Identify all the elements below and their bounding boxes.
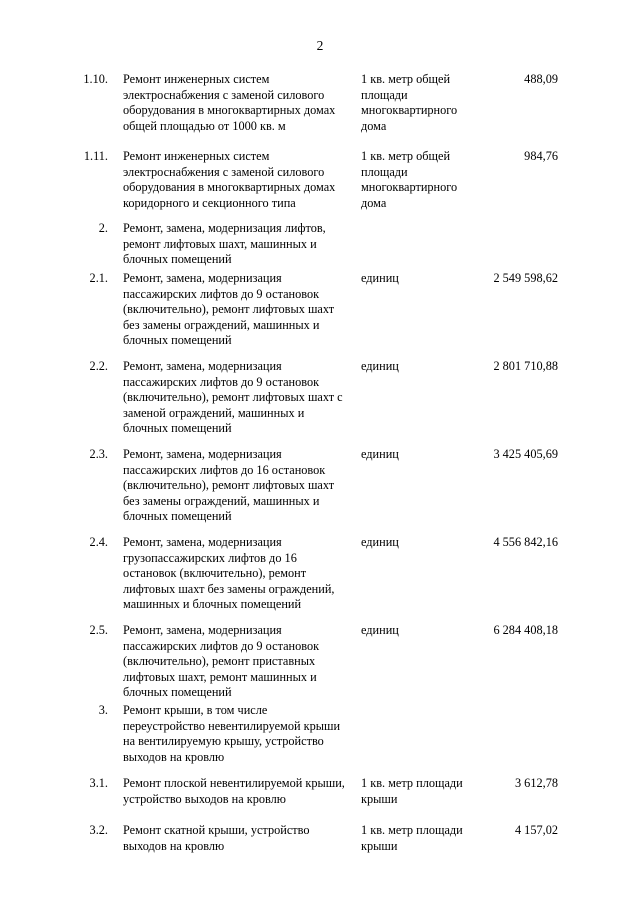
description-line: Ремонт, замена, модернизация (123, 447, 282, 461)
unit-line: площади (361, 164, 408, 179)
description-line: Ремонт инженерных систем (123, 149, 270, 163)
row-number: 2. (98, 221, 108, 235)
row-unit (361, 776, 476, 807)
row-price: 2 801 710,88 (493, 359, 558, 373)
description-line: Ремонт, замена, модернизация (123, 623, 282, 637)
table-row (0, 703, 640, 776)
row-number: 1.10. (83, 72, 108, 86)
row-price: 2 549 598,62 (493, 271, 558, 285)
description-line: лифтовых шахт без замены ограждений, (123, 581, 335, 596)
description-line: коридорного и секционного типа (123, 195, 296, 210)
description-line: Ремонт крыши, в том числе (123, 703, 268, 717)
description-line: выходов на кровлю (123, 838, 225, 853)
unit-line: многоквартирного (361, 180, 458, 195)
table-row (0, 271, 640, 359)
unit-line: единиц (361, 447, 399, 461)
description-line: пассажирских лифтов до 9 остановок (123, 638, 320, 653)
row-description (123, 776, 355, 807)
table-row (0, 823, 640, 870)
unit-line: дома (361, 195, 387, 210)
row-price: 3 612,78 (514, 776, 558, 790)
row-description (123, 823, 355, 854)
description-line: устройство выходов на кровлю (123, 791, 286, 806)
unit-line: 1 кв. метр площади (361, 776, 463, 790)
description-line: без замены ограждений, машинных и (123, 317, 320, 332)
unit-line: 1 кв. метр общей (361, 149, 451, 163)
row-number: 1.11. (83, 149, 108, 163)
unit-line: дома (361, 118, 387, 133)
description-line: блочных помещений (123, 421, 232, 436)
description-line: общей площадью от 1000 кв. м (123, 118, 286, 133)
description-line: блочных помещений (123, 333, 232, 348)
row-description (123, 72, 355, 134)
row-description (123, 535, 355, 613)
unit-line: единиц (361, 623, 399, 637)
table-row (0, 623, 640, 703)
row-number: 2.2. (89, 359, 108, 373)
page-number: 2 (316, 38, 324, 53)
row-description (123, 703, 355, 765)
description-line: (включительно), ремонт лифтовых шахт (123, 302, 335, 317)
description-line: Ремонт инженерных систем (123, 72, 270, 86)
description-line: Ремонт плоской невентилируемой крыши, (123, 776, 345, 790)
row-price: 3 425 405,69 (493, 447, 558, 461)
row-price: 984,76 (524, 149, 558, 163)
description-line: электроснабжения с заменой силового (123, 164, 325, 179)
row-unit (361, 271, 476, 287)
description-line: Ремонт, замена, модернизация (123, 359, 282, 373)
row-unit (361, 535, 476, 551)
table-row (0, 359, 640, 447)
description-line: блочных помещений (123, 509, 232, 524)
description-line: лифтовых шахт, ремонт машинных и (123, 669, 317, 684)
row-number: 2.4. (89, 535, 108, 549)
row-description (123, 359, 355, 437)
row-unit (361, 447, 476, 463)
description-line: Ремонт, замена, модернизация лифтов, (123, 221, 326, 235)
description-line: Ремонт, замена, модернизация (123, 535, 282, 549)
description-line: грузопассажирских лифтов до 16 (123, 550, 297, 565)
row-number: 2.5. (89, 623, 108, 637)
table-row (0, 72, 640, 149)
table-row (0, 447, 640, 535)
row-description (123, 149, 355, 211)
unit-line: единиц (361, 359, 399, 373)
description-line: машинных и блочных помещений (123, 597, 302, 612)
row-description (123, 221, 355, 268)
row-number: 3. (98, 703, 108, 717)
row-number: 2.1. (89, 271, 108, 285)
table-row (0, 149, 640, 221)
description-line: блочных помещений (123, 252, 232, 267)
description-line: блочных помещений (123, 685, 232, 700)
description-line: заменой ограждений, машинных и (123, 405, 305, 420)
row-price: 4 157,02 (514, 823, 558, 837)
row-price: 6 284 408,18 (493, 623, 558, 637)
row-description (123, 271, 355, 349)
tariff-table (0, 72, 640, 870)
row-price: 4 556 842,16 (493, 535, 558, 549)
description-line: оборудования в многоквартирных домах (123, 180, 336, 195)
description-line: (включительно), ремонт лифтовых шахт (123, 478, 335, 493)
unit-line: 1 кв. метр общей (361, 72, 451, 86)
description-line: без замены ограждений, машинных и (123, 493, 320, 508)
description-line: (включительно), ремонт приставных (123, 654, 316, 669)
row-number: 3.1. (89, 776, 108, 790)
table-row (0, 221, 640, 271)
description-line: остановок (включительно), ремонт (123, 566, 307, 581)
description-line: выходов на кровлю (123, 749, 225, 764)
description-line: ремонт лифтовых шахт, машинных и (123, 236, 317, 251)
description-line: Ремонт скатной крыши, устройство (123, 823, 310, 837)
table-row (0, 776, 640, 823)
unit-line: площади (361, 87, 408, 102)
unit-line: крыши (361, 791, 398, 806)
row-number: 3.2. (89, 823, 108, 837)
description-line: пассажирских лифтов до 9 остановок (123, 374, 320, 389)
description-line: переустройство невентилируемой крыши (123, 718, 341, 733)
unit-line: многоквартирного (361, 103, 458, 118)
row-description (123, 447, 355, 525)
unit-line: 1 кв. метр площади (361, 823, 463, 837)
description-line: на вентилируемую крышу, устройство (123, 734, 324, 749)
row-number: 2.3. (89, 447, 108, 461)
row-unit (361, 359, 476, 375)
description-line: пассажирских лифтов до 9 остановок (123, 286, 320, 301)
row-unit (361, 823, 476, 854)
row-description (123, 623, 355, 701)
unit-line: крыши (361, 838, 398, 853)
row-unit (361, 623, 476, 639)
unit-line: единиц (361, 535, 399, 549)
description-line: оборудования в многоквартирных домах (123, 103, 336, 118)
row-unit (361, 72, 476, 134)
description-line: (включительно), ремонт лифтовых шахт с (123, 390, 343, 405)
table-row (0, 535, 640, 623)
row-unit (361, 149, 476, 211)
row-price: 488,09 (524, 72, 558, 86)
description-line: Ремонт, замена, модернизация (123, 271, 282, 285)
description-line: пассажирских лифтов до 16 остановок (123, 462, 326, 477)
description-line: электроснабжения с заменой силового (123, 87, 325, 102)
unit-line: единиц (361, 271, 399, 285)
